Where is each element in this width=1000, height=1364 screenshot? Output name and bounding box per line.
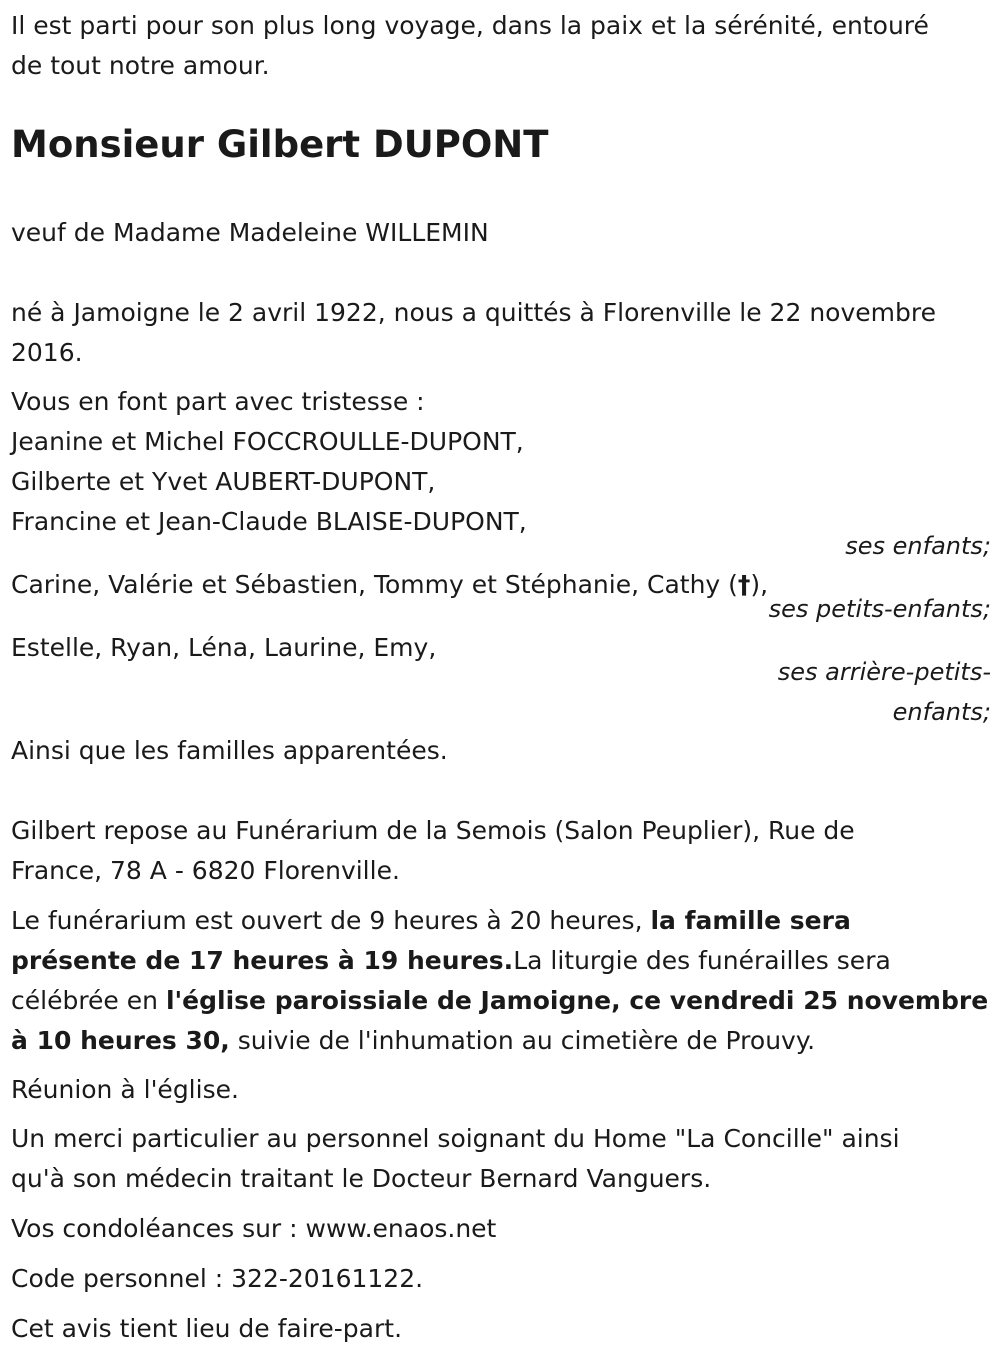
funeral-l4-bold: à 10 heures 30,	[11, 1026, 230, 1055]
deceased-name: Monsieur Gilbert DUPONT	[11, 123, 549, 166]
grandchildren-role: ses petits-enfants;	[768, 595, 991, 623]
intro-line-1: Il est parti pour son plus long voyage, dans la paix et la sérénité, entouré	[11, 11, 929, 40]
rest-line-2: France, 78 A - 6820 Florenville.	[11, 856, 400, 885]
code-line: Code personnel : 322-20161122.	[11, 1264, 424, 1293]
birth-line-1: né à Jamoigne le 2 avril 1922, nous a quittés à Florenville le 22 novembre	[11, 298, 936, 327]
greatgrandchildren-line: Estelle, Ryan, Léna, Laurine, Emy,	[11, 633, 437, 662]
funeral-l2-normal: La liturgie des funérailles sera	[513, 946, 891, 975]
funeral-line-4	[11, 1021, 991, 1061]
thanks-line-2: qu'à son médecin traitant le Docteur Bernard Vanguers.	[11, 1164, 712, 1193]
relatives-line: Ainsi que les familles apparentées.	[11, 736, 448, 765]
thanks-line-1: Un merci particulier au personnel soignant du Home "La Concille" ainsi	[11, 1124, 900, 1153]
child-2: Gilberte et Yvet AUBERT-DUPONT,	[11, 467, 436, 496]
widower-line: veuf de Madame Madeleine WILLEMIN	[11, 218, 489, 247]
grandchildren-end: ),	[750, 570, 769, 599]
intro-line-2: de tout notre amour.	[11, 51, 270, 80]
funeral-l4-normal: suivie de l'inhumation au cimetière de Prouvy.	[229, 1026, 816, 1055]
funeral-l1-normal: Le funérarium est ouvert de 9 heures à 20 heures,	[11, 906, 651, 935]
funeral-l3-bold: l'église paroissiale de Jamoigne, ce vendredi 25 novembre	[165, 986, 989, 1015]
funeral-l3-normal: célébrée en	[11, 986, 166, 1015]
funeral-line-2	[11, 941, 991, 981]
rest-line-1: Gilbert repose au Funérarium de la Semois (Salon Peuplier), Rue de	[11, 816, 855, 845]
funeral-line-1	[11, 901, 991, 941]
meeting-line: Réunion à l'église.	[11, 1075, 239, 1104]
grandchildren-names: Carine, Valérie et Sébastien, Tommy et Stéphanie, Cathy (	[11, 570, 738, 599]
child-3: Francine et Jean-Claude BLAISE-DUPONT,	[11, 507, 527, 536]
cross-icon: †	[737, 570, 751, 599]
children-role: ses enfants;	[845, 532, 991, 560]
announcement: Vous en font part avec tristesse :	[11, 387, 425, 416]
birth-line-2: 2016.	[11, 338, 83, 367]
closing-line: Cet avis tient lieu de faire-part.	[11, 1314, 403, 1343]
child-1: Jeanine et Michel FOCCROULLE-DUPONT,	[11, 427, 524, 456]
funeral-line-3	[11, 981, 991, 1021]
funeral-l1-bold: la famille sera	[650, 906, 851, 935]
greatgrandchildren-role-2: enfants;	[892, 698, 991, 726]
funeral-l2-bold: présente de 17 heures à 19 heures.	[11, 946, 514, 975]
condolences-line: Vos condoléances sur : www.enaos.net	[11, 1214, 497, 1243]
greatgrandchildren-role-1: ses arrière-petits-	[777, 658, 991, 686]
